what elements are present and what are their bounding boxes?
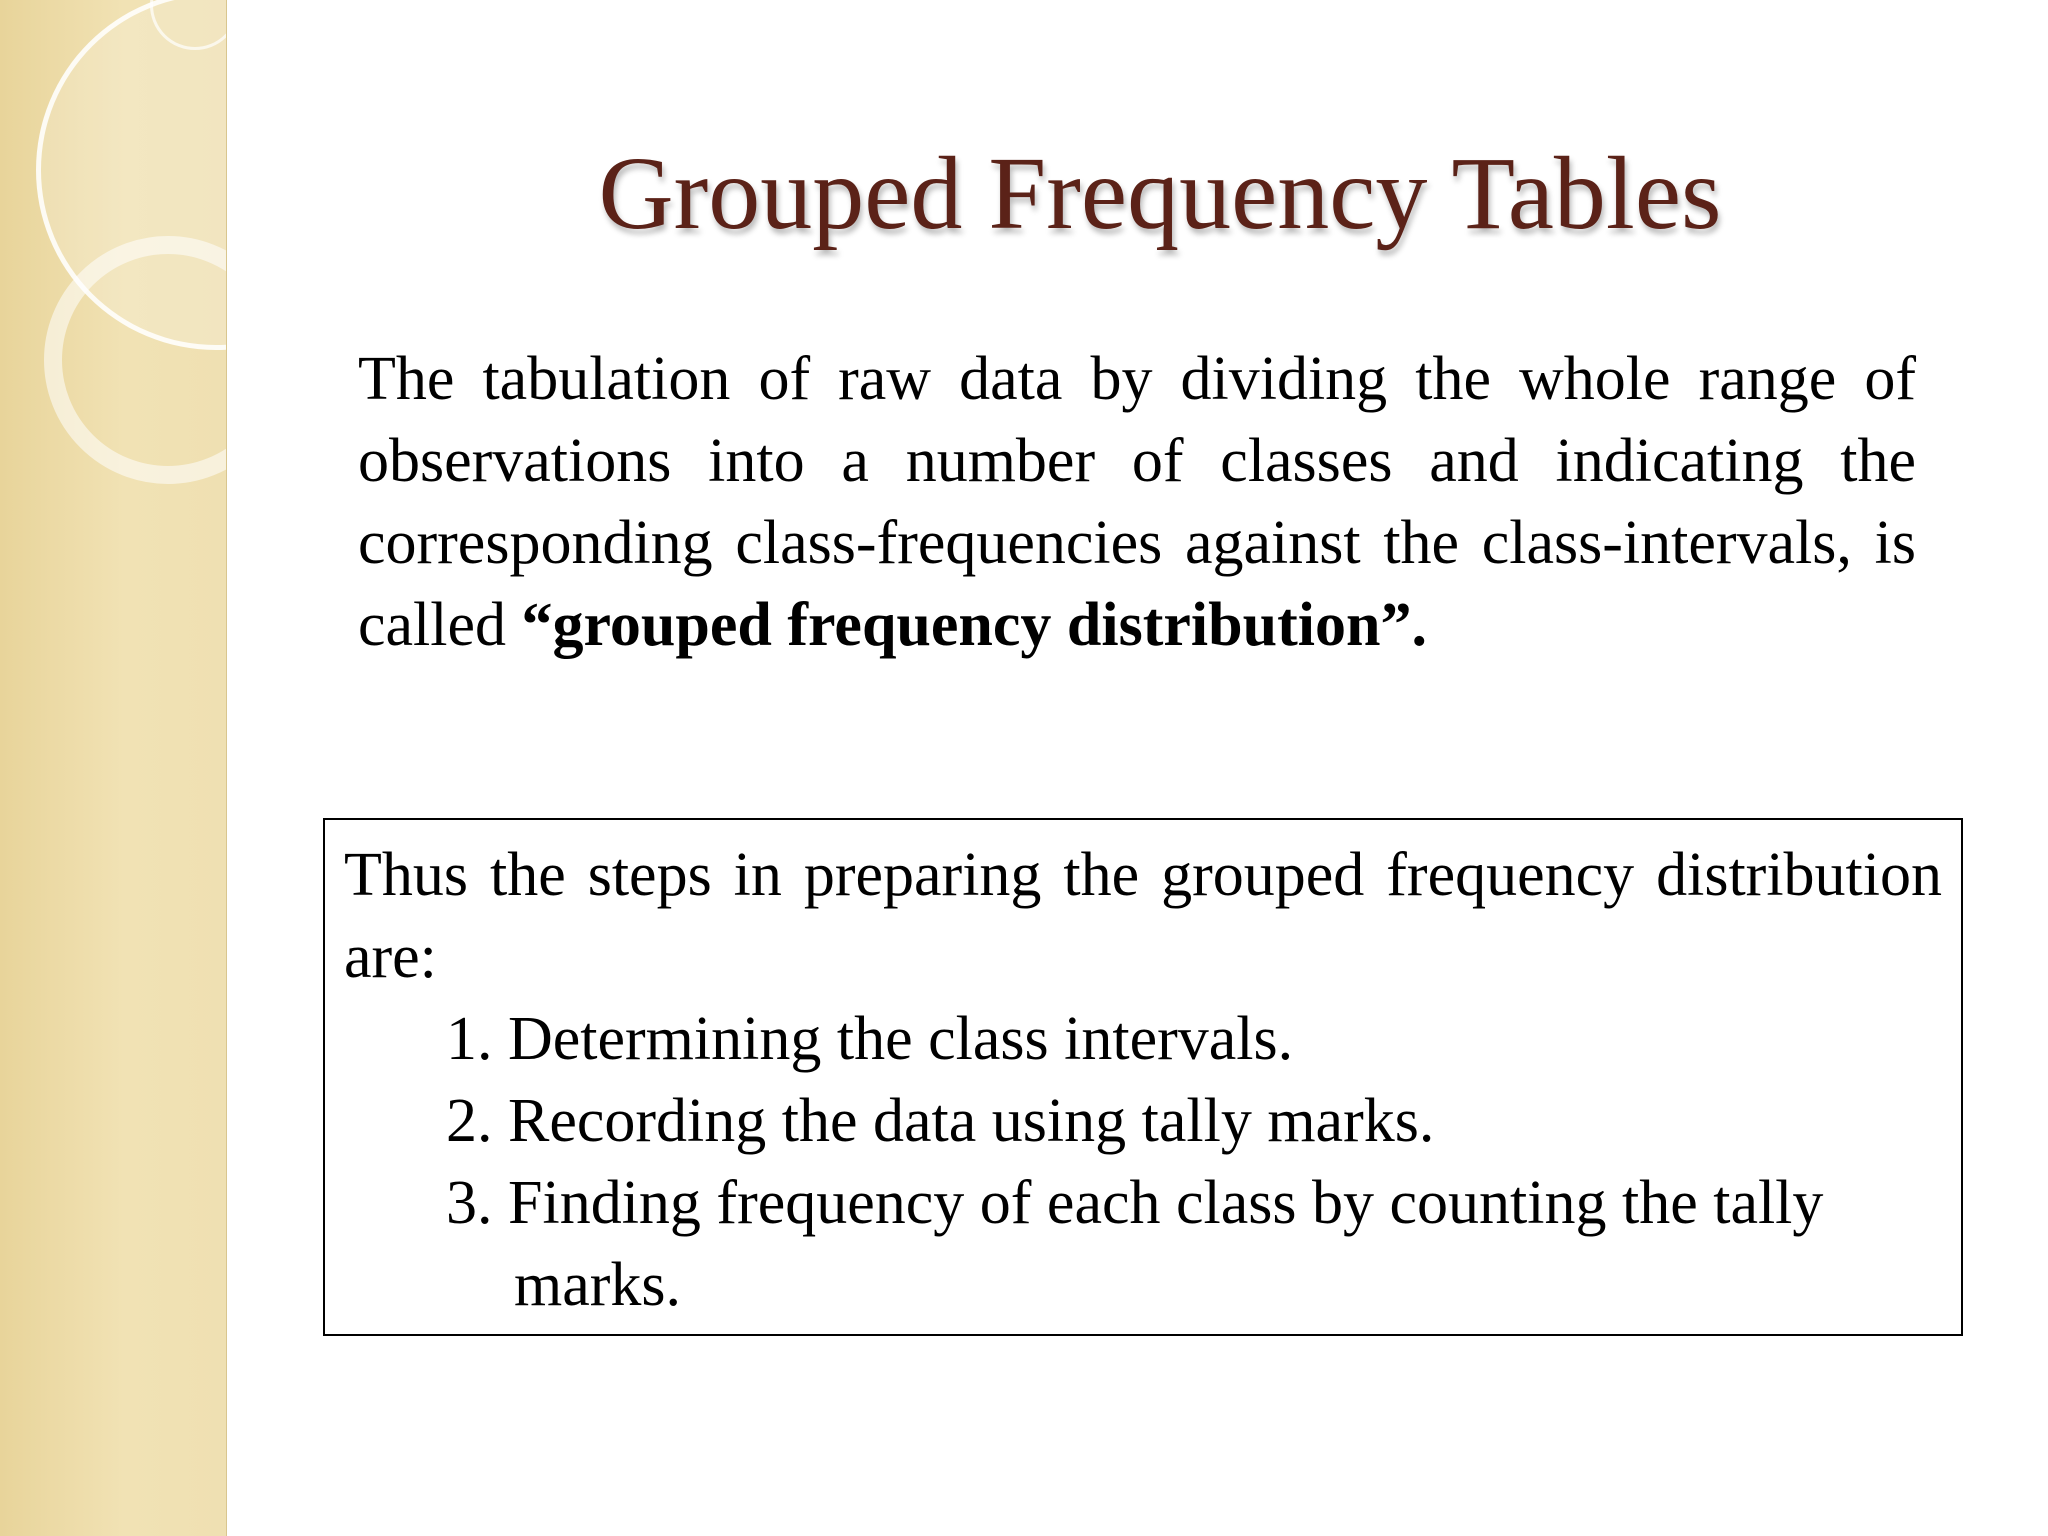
- step-item-3: [446, 1162, 1942, 1326]
- definition-bold-term: “grouped frequency distribution”.: [521, 591, 1427, 659]
- slide-title: Grouped Frequency Tables: [598, 136, 1722, 251]
- definition-paragraph: [358, 338, 1916, 666]
- step-item-3-continuation: marks.: [514, 1251, 682, 1319]
- decorative-side-band: [0, 0, 227, 1536]
- step-item-1: 1. Determining the class intervals.: [446, 1005, 1294, 1073]
- steps-content: [344, 834, 1942, 1326]
- step-item-3-text: 3. Finding frequency of each class by counting the tally: [446, 1169, 1824, 1237]
- step-item-2: 2. Recording the data using tally marks.: [446, 1087, 1435, 1155]
- steps-list: [344, 998, 1942, 1326]
- steps-intro: Thus the steps in preparing the grouped frequency distribution are:: [344, 841, 1942, 991]
- definition-text: The tabulation of raw data by dividing the whole range of observations into a number of classes and indicating the corresponding class-frequencies against the class-intervals, is called: [358, 345, 1916, 659]
